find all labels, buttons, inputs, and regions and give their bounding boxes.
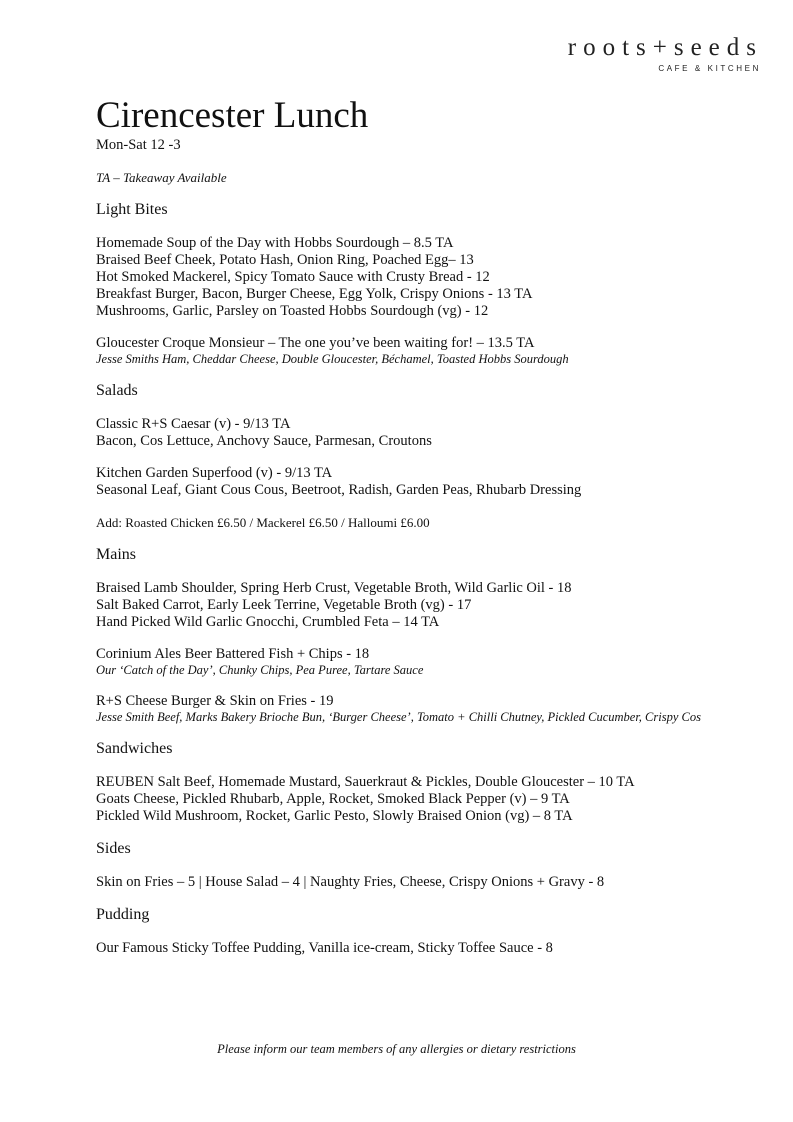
- menu-item-description: Jesse Smith Beef, Marks Bakery Brioche Bun, ‘Burger Cheese’, Tomato + Chilli Chutney, Pickled Cucumber, Crispy Cos: [96, 710, 701, 724]
- menu-item-fish: Corinium Ales Beer Battered Fish + Chips - 18: [96, 646, 370, 662]
- section-heading-sandwiches: Sandwiches: [96, 740, 173, 757]
- menu-item: Salt Baked Carrot, Early Leek Terrine, Vegetable Broth (vg) - 17: [96, 597, 472, 613]
- menu-content: [96, 95, 776, 957]
- menu-item: Pickled Wild Mushroom, Rocket, Garlic Pesto, Slowly Braised Onion (vg) – 8 TA: [96, 808, 573, 824]
- section-heading-light-bites: Light Bites: [96, 201, 168, 218]
- section-heading-sides: Sides: [96, 840, 131, 857]
- menu-item: REUBEN Salt Beef, Homemade Mustard, Sauerkraut & Pickles, Double Gloucester – 10 TA: [96, 774, 635, 790]
- menu-item: Braised Beef Cheek, Potato Hash, Onion Ring, Poached Egg– 13: [96, 252, 474, 268]
- page-title: Cirencester Lunch: [96, 95, 369, 136]
- brand-tagline: CAFE & KITCHEN: [658, 64, 761, 73]
- menu-item-burger: R+S Cheese Burger & Skin on Fries - 19: [96, 693, 334, 709]
- section-heading-salads: Salads: [96, 382, 138, 399]
- menu-item-detail: Bacon, Cos Lettuce, Anchovy Sauce, Parmesan, Croutons: [96, 433, 432, 449]
- allergy-notice: Please inform our team members of any allergies or dietary restrictions: [217, 1042, 576, 1056]
- menu-item: Hot Smoked Mackerel, Spicy Tomato Sauce with Crusty Bread - 12: [96, 269, 490, 285]
- menu-item: Breakfast Burger, Bacon, Burger Cheese, Egg Yolk, Crispy Onions - 13 TA: [96, 286, 533, 302]
- menu-item: Mushrooms, Garlic, Parsley on Toasted Hobbs Sourdough (vg) - 12: [96, 303, 489, 319]
- menu-item-croque: Gloucester Croque Monsieur – The one you’ve been waiting for! – 13.5 TA: [96, 335, 535, 351]
- menu-item: Homemade Soup of the Day with Hobbs Sourdough – 8.5 TA: [96, 235, 454, 251]
- menu-item-detail: Seasonal Leaf, Giant Cous Cous, Beetroot, Radish, Garden Peas, Rhubarb Dressing: [96, 482, 582, 498]
- pudding-item: Our Famous Sticky Toffee Pudding, Vanilla ice-cream, Sticky Toffee Sauce - 8: [96, 940, 553, 956]
- menu-item-description: Our ‘Catch of the Day’, Chunky Chips, Pea Puree, Tartare Sauce: [96, 663, 424, 677]
- section-heading-pudding: Pudding: [96, 906, 150, 923]
- brand-name: roots+seeds: [567, 34, 763, 61]
- section-heading-mains: Mains: [96, 546, 136, 563]
- salad-add-ons: Add: Roasted Chicken £6.50 / Mackerel £6.50 / Halloumi £6.00: [96, 515, 430, 530]
- takeaway-note: TA – Takeaway Available: [96, 170, 227, 185]
- sides-list: Skin on Fries – 5 | House Salad – 4 | Naughty Fries, Cheese, Crispy Onions + Gravy - 8: [96, 874, 605, 890]
- menu-item: Braised Lamb Shoulder, Spring Herb Crust, Vegetable Broth, Wild Garlic Oil - 18: [96, 580, 572, 596]
- menu-item: Goats Cheese, Pickled Rhubarb, Apple, Rocket, Smoked Black Pepper (v) – 9 TA: [96, 791, 570, 807]
- opening-hours: Mon-Sat 12 -3: [96, 137, 181, 153]
- menu-item-caesar: Classic R+S Caesar (v) - 9/13 TA: [96, 416, 291, 432]
- menu-item-superfood: Kitchen Garden Superfood (v) - 9/13 TA: [96, 465, 333, 481]
- menu-item-description: Jesse Smiths Ham, Cheddar Cheese, Double Gloucester, Béchamel, Toasted Hobbs Sourdough: [96, 352, 569, 366]
- menu-item: Hand Picked Wild Garlic Gnocchi, Crumbled Feta – 14 TA: [96, 614, 440, 630]
- brand-logo: [568, 34, 763, 73]
